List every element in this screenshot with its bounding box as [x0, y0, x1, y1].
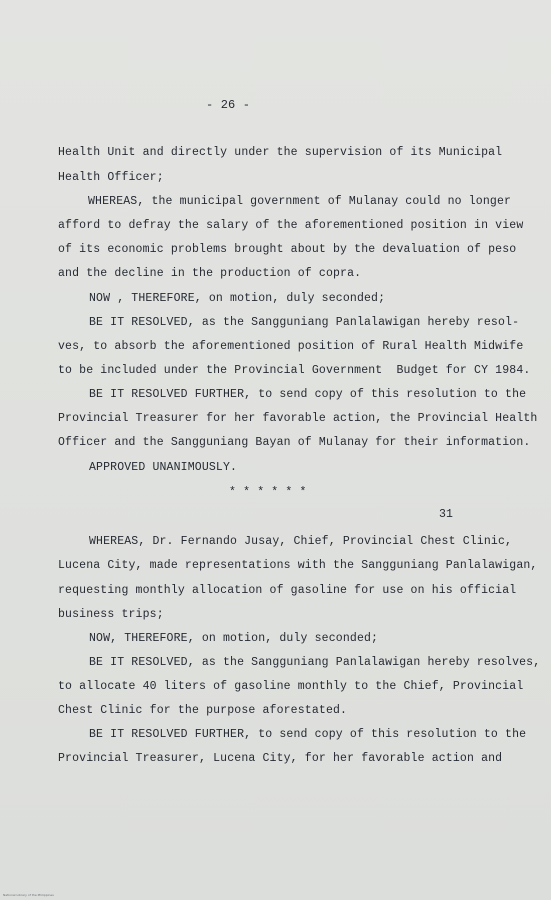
- text-line: BE IT RESOLVED FURTHER, to send copy of this resolution to the: [89, 728, 527, 741]
- text-line: ves, to absorb the aforementioned position of Rural Health Midwife: [58, 340, 524, 353]
- text-line: to allocate 40 liters of gasoline monthly to the Chief, Provincial: [58, 680, 524, 693]
- text-line: NOW , THEREFORE, on motion, duly seconded;: [89, 292, 386, 305]
- text-line: and the decline in the production of copra.: [58, 267, 362, 280]
- text-line: of its economic problems brought about by the devaluation of peso: [58, 243, 517, 256]
- text-line: BE IT RESOLVED, as the Sangguniang Panlalawigan hereby resol-: [89, 316, 520, 329]
- text-line: WHEREAS, the municipal government of Mulanay could no longer: [88, 195, 512, 208]
- text-line: Health Officer;: [58, 171, 164, 184]
- text-line: Chest Clinic for the purpose aforestated.: [58, 704, 348, 717]
- text-line: business trips;: [58, 608, 164, 621]
- text-line: Provincial Treasurer, Lucena City, for her favorable action and: [58, 752, 503, 765]
- text-line: BE IT RESOLVED, as the Sangguniang Panlalawigan hereby resolves,: [89, 656, 541, 669]
- text-line: Provincial Treasurer for her favorable action, the Provincial Health: [58, 412, 538, 425]
- text-line: APPROVED UNANIMOUSLY.: [89, 461, 238, 474]
- text-line: afford to defray the salary of the aforementioned position in view: [58, 219, 524, 232]
- text-line: NOW, THEREFORE, on motion, duly seconded;: [89, 632, 379, 645]
- text-line: Officer and the Sangguniang Bayan of Mulanay for their information.: [58, 436, 531, 449]
- section-separator: * * * * * *: [229, 486, 307, 499]
- text-line: BE IT RESOLVED FURTHER, to send copy of this resolution to the: [89, 388, 527, 401]
- page-number: - 26 -: [206, 98, 251, 112]
- resolution-number: 31: [439, 508, 454, 521]
- text-line: Health Unit and directly under the supervision of its Municipal: [58, 146, 503, 159]
- footer-credit: National Library of the Philippines: [3, 893, 54, 897]
- text-line: requesting monthly allocation of gasoline for use on his official: [58, 584, 517, 597]
- text-line: WHEREAS, Dr. Fernando Jusay, Chief, Provincial Chest Clinic,: [89, 535, 513, 548]
- text-line: to be included under the Provincial Government Budget for CY 1984.: [58, 364, 531, 377]
- text-line: Lucena City, made representations with the Sangguniang Panlalawigan,: [58, 559, 538, 572]
